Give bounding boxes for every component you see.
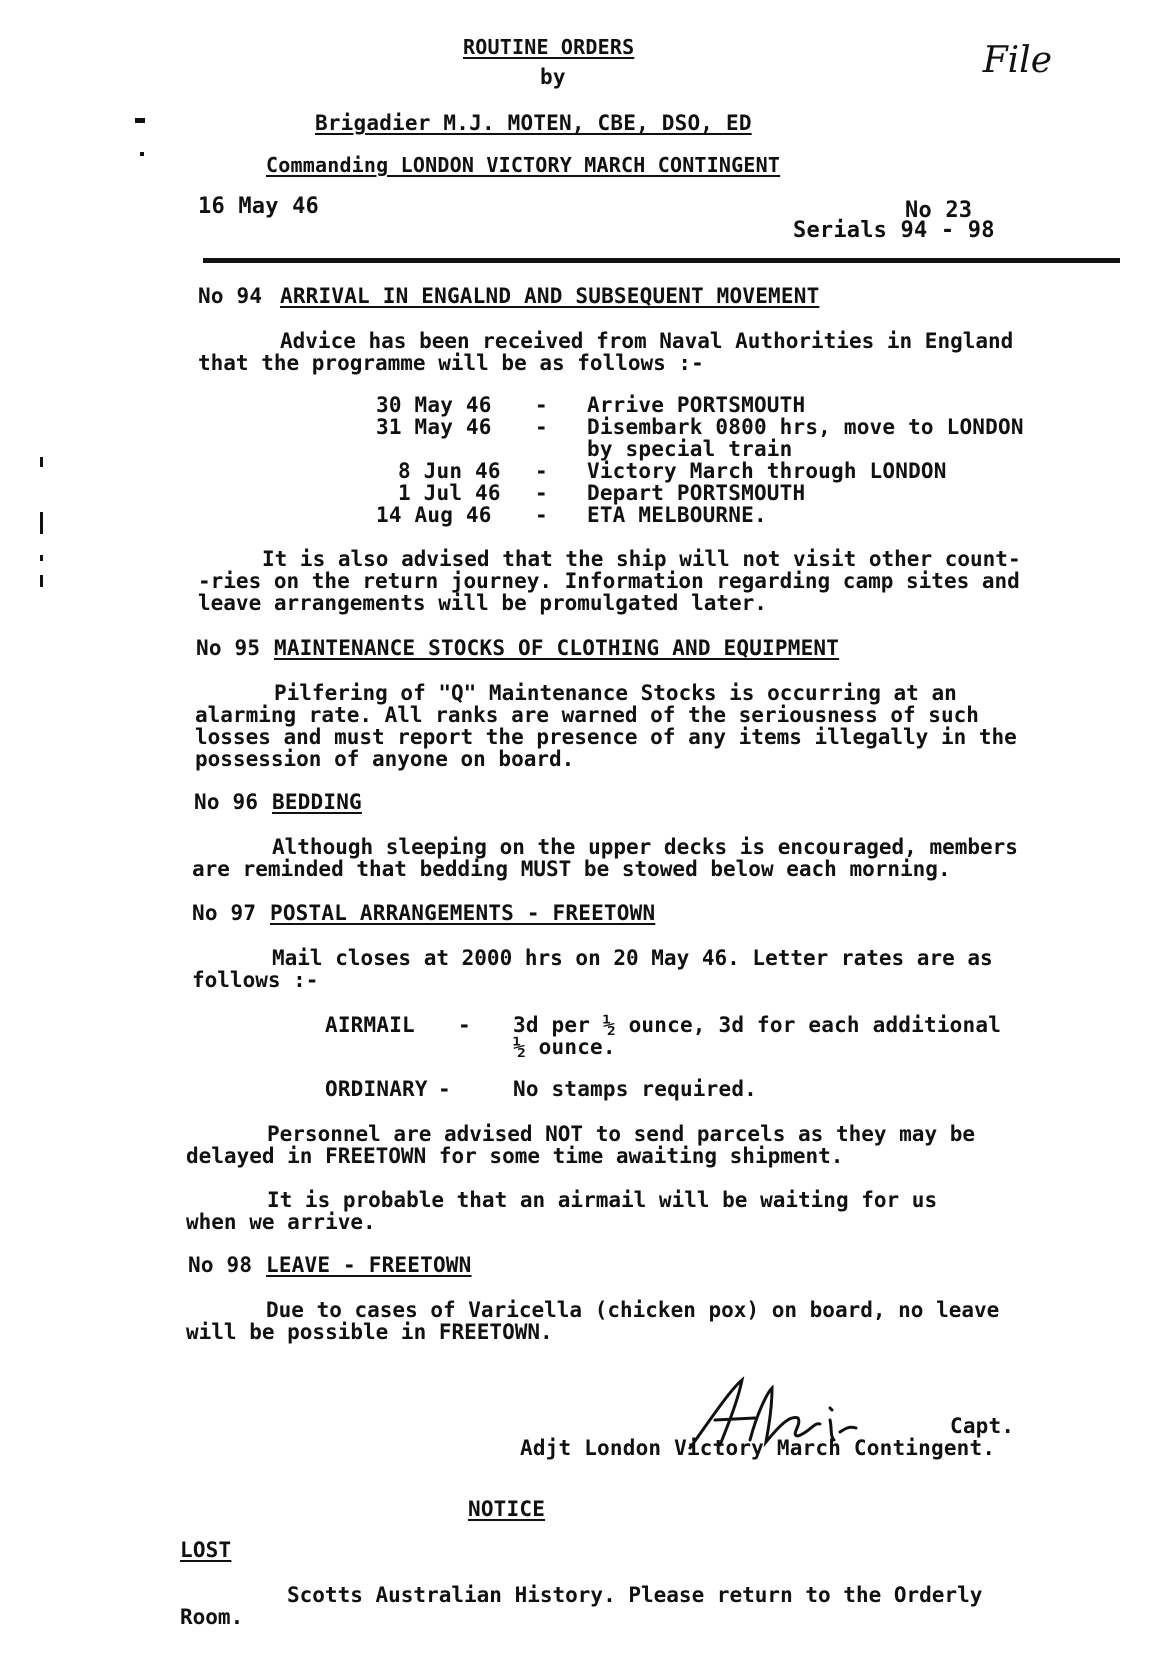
schedule-dash: - <box>535 503 548 527</box>
schedule-date: 30 May 46 <box>376 393 492 417</box>
section-95-line-1: Pilfering of "Q" Maintenance Stocks is occurring at an <box>274 681 957 705</box>
airmail-note-1: It is probable that an airmail will be waiting for us <box>267 1188 938 1212</box>
document-title: ROUTINE ORDERS <box>463 35 635 59</box>
section-94-note-2: -ries on the return journey. Information regarding camp sites and <box>198 569 1020 593</box>
margin-mark <box>135 118 145 123</box>
section-95-line-3: losses and must report the presence of any items illegally in the <box>195 725 1017 749</box>
section-94-note-1: It is also advised that the ship will not visit other count- <box>262 547 1021 571</box>
section-96-line-2: are reminded that bedding MUST be stowed below each morning. <box>192 857 951 881</box>
section-96-line-1: Although sleeping on the upper decks is encouraged, members <box>272 835 1018 859</box>
section-97-number: No 97 <box>192 901 257 925</box>
section-98-number: No 98 <box>188 1253 253 1277</box>
margin-mark <box>40 457 43 467</box>
schedule-date: 1 Jul 46 <box>398 481 501 505</box>
margin-mark <box>40 555 43 561</box>
serials-range: Serials 94 - 98 <box>793 218 995 243</box>
section-94-intro-1: Advice has been received from Naval Authorities in England <box>280 329 1014 353</box>
section-96-title: BEDDING <box>272 790 362 814</box>
airmail-rate-2: ½ ounce. <box>513 1035 616 1059</box>
margin-mark <box>40 575 43 587</box>
section-97-line-1: Mail closes at 2000 hrs on 20 May 46. Letter rates are as <box>272 946 993 970</box>
parcels-line-2: delayed in FREETOWN for some time awaiting shipment. <box>186 1144 844 1168</box>
command-line: Commanding LONDON VICTORY MARCH CONTINGENT <box>266 153 781 177</box>
margin-mark <box>140 152 144 156</box>
schedule-date: 8 Jun 46 <box>398 459 501 483</box>
document-date: 16 May 46 <box>198 194 320 219</box>
issuer-line: Brigadier M.J. MOTEN, CBE, DSO, ED <box>315 111 752 135</box>
airmail-note-2: when we arrive. <box>186 1210 376 1234</box>
section-98-title: LEAVE - FREETOWN <box>266 1253 472 1277</box>
schedule-date: 14 Aug 46 <box>376 503 492 527</box>
signature-role: Adjt London Victory March Contingent. <box>520 1436 996 1460</box>
section-94-number: No 94 <box>198 284 263 308</box>
header-divider <box>203 258 1120 263</box>
schedule-dash: - <box>535 481 548 505</box>
schedule-dash: - <box>535 459 548 483</box>
notice-subheading: LOST <box>180 1538 232 1562</box>
ordinary-dash: - <box>438 1077 451 1101</box>
section-98-line-2: will be possible in FREETOWN. <box>186 1320 553 1344</box>
section-96-number: No 96 <box>194 790 259 814</box>
notice-line-2: Room. <box>180 1605 244 1629</box>
schedule-event: Arrive PORTSMOUTH <box>587 393 806 417</box>
schedule-date: 31 May 46 <box>376 415 492 439</box>
section-95-title: MAINTENANCE STOCKS OF CLOTHING AND EQUIPMENT <box>274 636 840 660</box>
parcels-line-1: Personnel are advised NOT to send parcels as they may be <box>267 1122 976 1146</box>
schedule-event: Victory March through LONDON <box>587 459 947 483</box>
schedule-dash: - <box>535 415 548 439</box>
notice-line-1: Scotts Australian History. Please return to the Orderly <box>287 1583 983 1607</box>
schedule-event: by special train <box>587 437 793 461</box>
section-95-line-2: alarming rate. All ranks are warned of the seriousness of such <box>195 703 979 727</box>
ordinary-label: ORDINARY <box>325 1077 428 1101</box>
ordinary-rate: No stamps required. <box>513 1077 758 1101</box>
section-95-line-4: possession of anyone on board. <box>195 747 575 771</box>
order-number: No 23 <box>905 198 973 223</box>
file-handwritten-note: File <box>982 40 1052 81</box>
section-98-line-1: Due to cases of Varicella (chicken pox) on board, no leave <box>266 1298 1000 1322</box>
section-94-title: ARRIVAL IN ENGALND AND SUBSEQUENT MOVEMENT <box>280 284 820 308</box>
section-97-title: POSTAL ARRANGEMENTS - FREETOWN <box>270 901 656 925</box>
section-97-line-2: follows :- <box>192 968 319 992</box>
notice-heading: NOTICE <box>468 1497 546 1521</box>
schedule-dash: - <box>535 393 548 417</box>
margin-mark <box>40 512 43 534</box>
section-94-note-3: leave arrangements will be promulgated later. <box>198 591 767 615</box>
airmail-label: AIRMAIL <box>325 1013 415 1037</box>
airmail-dash: - <box>458 1013 471 1037</box>
schedule-event: Depart PORTSMOUTH <box>587 481 806 505</box>
signature-rank: Capt. <box>950 1414 1015 1438</box>
schedule-event: ETA MELBOURNE. <box>587 503 767 527</box>
schedule-event: Disembark 0800 hrs, move to LONDON <box>587 415 1024 439</box>
section-95-number: No 95 <box>196 636 261 660</box>
airmail-rate-1: 3d per ½ ounce, 3d for each additional <box>513 1013 1002 1037</box>
by-line: by <box>540 65 566 89</box>
section-94-intro-2: that the programme will be as follows :- <box>198 351 704 375</box>
